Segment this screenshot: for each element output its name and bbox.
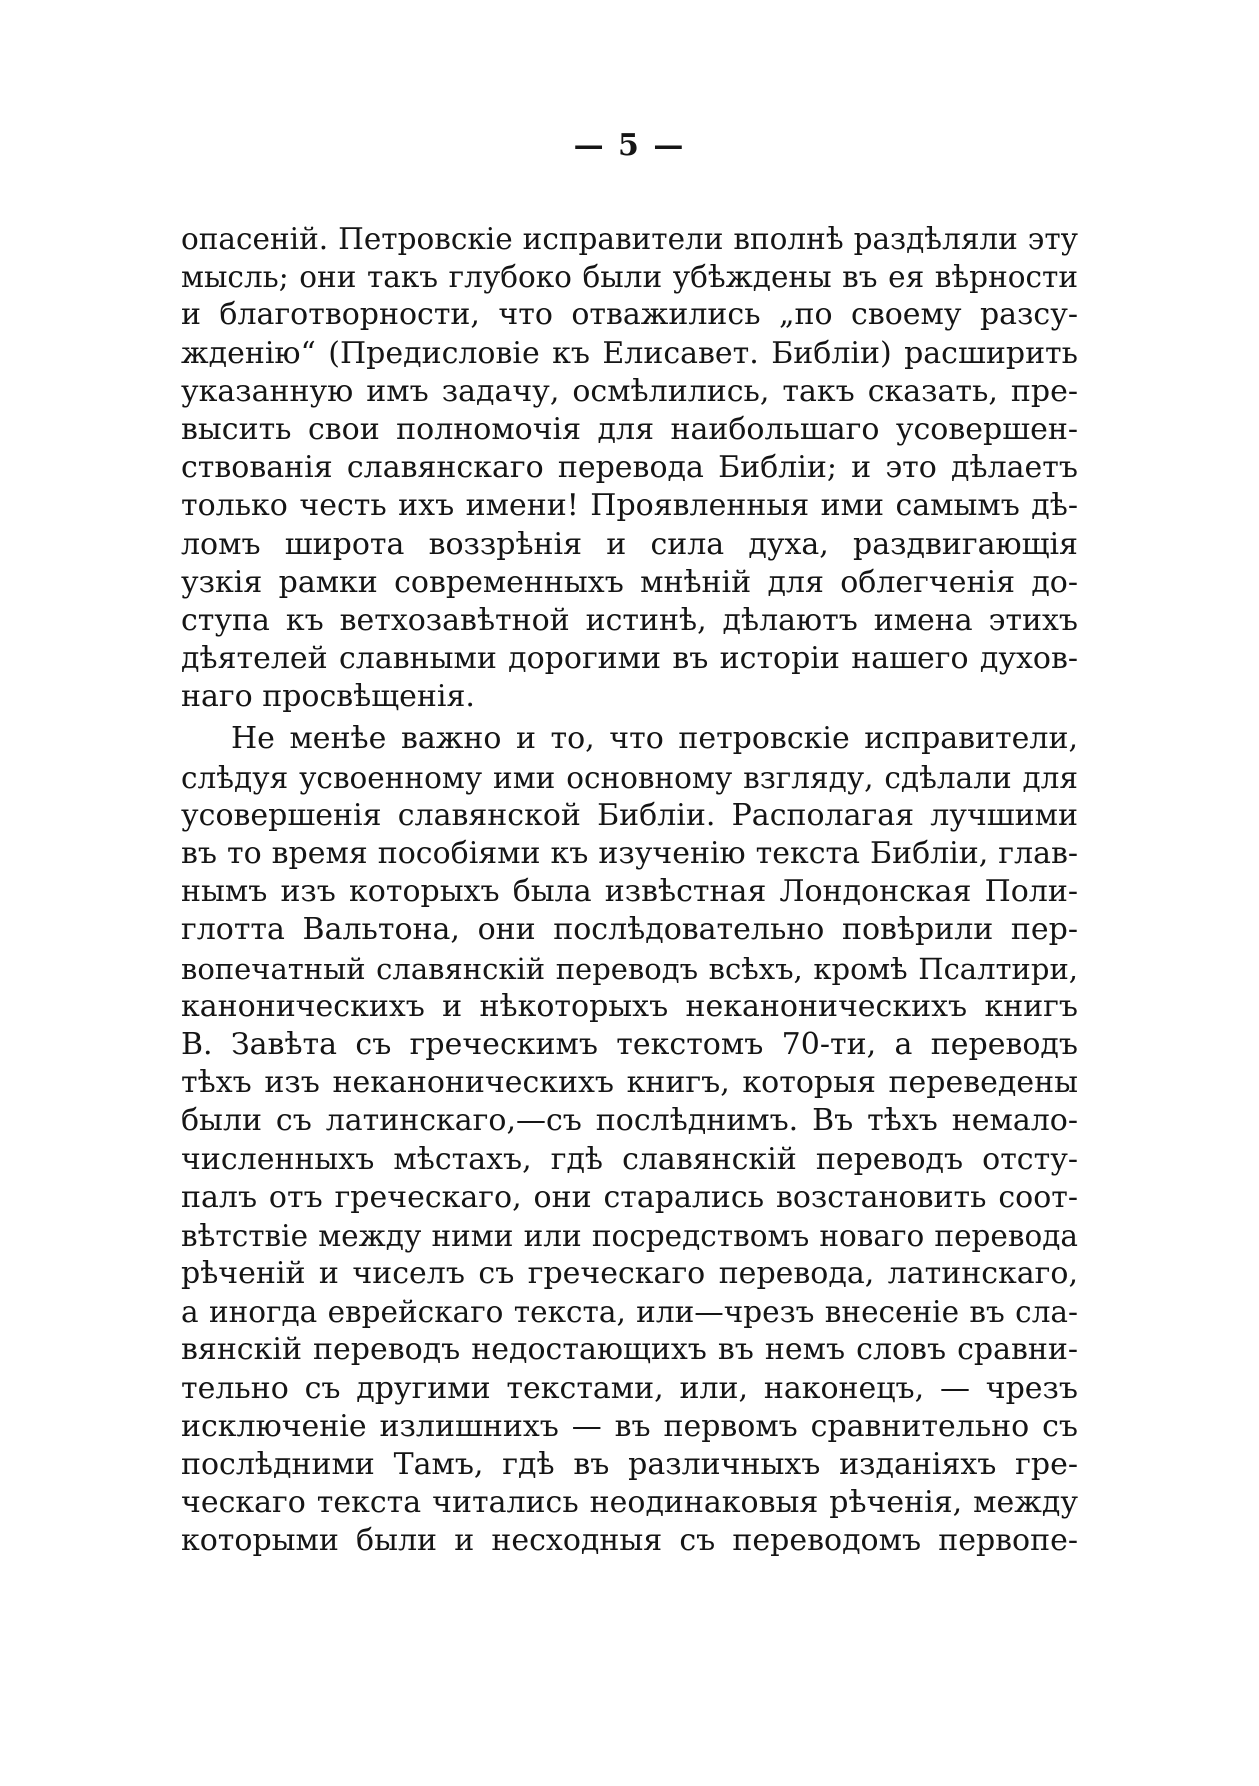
- text-line: ступа къ ветхозавѣтной истинѣ, дѣлаютъ имена этихъ: [181, 602, 1078, 638]
- text-line: наго просвѣщенія.: [181, 679, 475, 715]
- text-line: указанную имъ задачу, осмѣлились, такъ сказать, пре-: [181, 373, 1078, 409]
- text-line: вопечатный славянскій переводъ всѣхъ, кромѣ Псалтири,: [181, 951, 1078, 986]
- text-line: тельно съ другими текстами, или, наконецъ, — чрезъ: [181, 1370, 1078, 1406]
- text-line: а иногда еврейскаго текста, или—чрезъ внесеніе въ сла-: [181, 1295, 1078, 1330]
- text-line: рѣченій и чиселъ съ греческаго перевода, латинскаго,: [181, 1256, 1078, 1292]
- text-line: въ то время пособіями къ изученію текста Библіи, глав-: [181, 836, 1078, 871]
- text-line: ствованія славянскаго перевода Библіи; и это дѣлаетъ: [181, 450, 1078, 486]
- paragraph-1: [181, 220, 1078, 716]
- text-line: ческаго текста читались неодинаковыя рѣченія, между: [181, 1485, 1078, 1521]
- text-line: дѣятелей славными дорогими въ исторіи нашего духов-: [181, 641, 1078, 677]
- text-line: численныхъ мѣстахъ, гдѣ славянскій переводъ отсту-: [181, 1141, 1078, 1177]
- text-line: тѣхъ изъ неканоническихъ книгъ, которыя переведены: [181, 1065, 1078, 1101]
- text-line: которыми были и несходныя съ переводомъ первопе-: [181, 1523, 1078, 1559]
- text-line: узкія рамки современныхъ мнѣній для облегченія до-: [181, 564, 1078, 600]
- text-line: высить свои полномочія для наибольшаго усовершен-: [181, 411, 1078, 447]
- text-line: нымъ изъ которыхъ была извѣстная Лондонская Поли-: [181, 874, 1078, 910]
- text-line: Не менѣе важно и то, что петровскіе исправители,: [231, 721, 1078, 757]
- text-line: вянскій переводъ недостающихъ въ немъ словъ сравни-: [181, 1332, 1078, 1368]
- text-line: мысль; они такъ глубоко были убѣждены въ ея вѣрности: [181, 260, 1078, 295]
- text-line: ломъ широта воззрѣнія и сила духа, раздвигающія: [181, 526, 1078, 562]
- text-line: палъ отъ греческаго, они старались возстановить соот-: [181, 1179, 1078, 1215]
- text-line: исключеніе излишнихъ — въ первомъ сравнительно съ: [181, 1408, 1078, 1444]
- text-line: каноническихъ и нѣкоторыхъ неканоническихъ книгъ: [181, 988, 1078, 1024]
- text-line: вѣтствіе между ними или посредствомъ новаго перевода: [181, 1218, 1078, 1253]
- text-line: опасеній. Петровскіе исправители вполнѣ раздѣляли эту: [181, 222, 1078, 256]
- text-line: были съ латинскаго,—съ послѣднимъ. Въ тѣхъ немало-: [181, 1103, 1078, 1139]
- text-line: глотта Вальтона, они послѣдовательно повѣрили пер-: [181, 912, 1078, 948]
- text-line: и благотворности, что отважились „по своему разсу-: [181, 297, 1078, 333]
- page-number: — 5 —: [573, 128, 686, 163]
- text-line: послѣдними Тамъ, гдѣ въ различныхъ изданіяхъ гре-: [181, 1447, 1078, 1482]
- text-line: только честь ихъ имени! Проявленныя ими самымъ дѣ-: [181, 488, 1078, 524]
- text-line: жденію“ (Предисловіе къ Елисавет. Библіи) расширить: [181, 335, 1078, 371]
- text-line: усовершенія славянской Библіи. Располагая лучшими: [181, 797, 1078, 833]
- text-line: В. Завѣта съ греческимъ текстомъ 70-ти, а переводъ: [181, 1026, 1078, 1062]
- text-body: [181, 220, 1078, 1561]
- paragraph-2: [181, 720, 1078, 1560]
- text-line: слѣдуя усвоенному ими основному взгляду, сдѣлали для: [181, 760, 1078, 795]
